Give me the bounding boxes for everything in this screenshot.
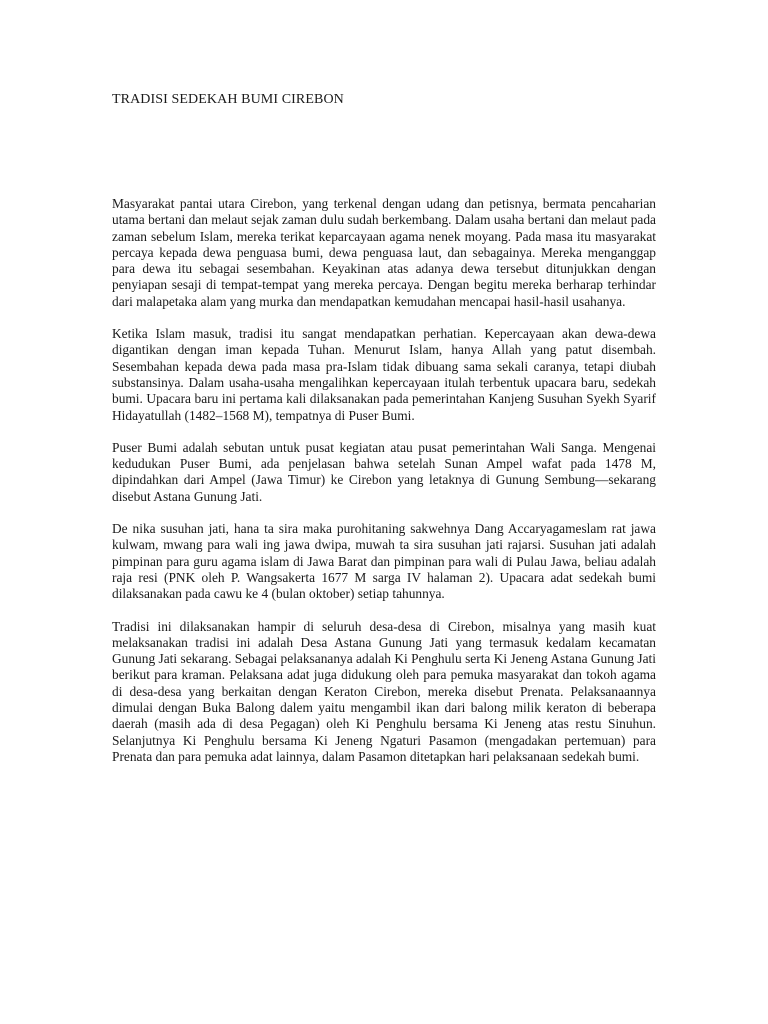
document-title: TRADISI SEDEKAH BUMI CIREBON — [112, 92, 344, 107]
paragraph-5: Tradisi ini dilaksanakan hampir di seluruh desa-desa di Cirebon, misalnya yang masih kuat melaksanakan tradisi ini adalah Desa Astana Gunung Jati yang termasuk kedalam kecamatan Gunung Jati sekarang. Sebagai pelaksananya adalah Ki Penghulu serta Ki Jeneng Astana Gunung Jati berikut para kraman. Pelaksana adat juga didukung oleh para pemuka masyarakat dan tokoh agama di desa-desa yang berkaitan dengan Keraton Cirebon, mereka disebut Prenata. Pelaksanaannya dimulai dengan Buka Balong dalem yaitu mengambil ikan dari balong milik keraton di beberapa daerah (masih ada di desa Pegagan) oleh Ki Penghulu bersama Ki Jeneng atas restu Sinuhun. Selanjutnya Ki Penghulu bersama Ki Jeneng Ngaturi Pasamon (mengadakan pertemuan) para Prenata dan para pemuka adat lainnya, dalam Pasamon ditetapkan hari pelaksanaan sedekah bumi. — [112, 618, 656, 764]
document-body — [112, 196, 656, 781]
paragraph-2: Ketika Islam masuk, tradisi itu sangat mendapatkan perhatian. Kepercayaan akan dewa-dewa digantikan dengan iman kepada Tuhan. Menurut Islam, hanya Allah yang patut disembah. Sesembahan kepada dewa pada masa pra-Islam tidak dibuang sama sekali caranya, tetapi diubah substansinya. Dalam usaha-usaha mengalihkan kepercayaan itulah terbentuk upacara baru, sedekah bumi. Upacara baru ini pertama kali dilaksanakan pada pemerintahan Kanjeng Susuhan Syekh Syarif Hidayatullah (1482–1568 M), tempatnya di Puser Bumi. — [112, 326, 656, 423]
paragraph-4: De nika susuhan jati, hana ta sira maka purohitaning sakwehnya Dang Accaryagameslam rat jawa kulwam, mwang para wali ing jawa dwipa, muwah ta sira susuhan jati rajarsi. Susuhan jati adalah pimpinan para guru agama islam di Jawa Barat dan pimpinan para wali di Pulau Jawa, beliau adalah raja resi (PNK oleh P. Wangsakerta 1677 M sarga IV halaman 2). Upacara adat sedekah bumi dilaksanakan pada cawu ke 4 (bulan oktober) setiap tahunnya. — [112, 521, 656, 602]
paragraph-3: Puser Bumi adalah sebutan untuk pusat kegiatan atau pusat pemerintahan Wali Sanga. Mengenai kedudukan Puser Bumi, ada penjelasan bahwa setelah Sunan Ampel wafat pada 1478 M, dipindahkan dari Ampel (Jawa Timur) ke Cirebon yang letaknya di Gunung Sembung—sekarang disebut Astana Gunung Jati. — [112, 439, 656, 504]
paragraph-1: Masyarakat pantai utara Cirebon, yang terkenal dengan udang dan petisnya, bermata pencaharian utama bertani dan melaut sejak zaman dulu sudah berkembang. Dalam usaha bertani dan melaut pada zaman sebelum Islam, mereka terikat keparcayaan agama nenek moyang. Pada masa itu masyarakat percaya kepada dewa penguasa bumi, dewa penguasa laut, dan sebagainya. Mereka menganggap para dewa itu sebagai sesembahan. Keyakinan atas adanya dewa tersebut ditunjukkan dengan penyiapan sesaji di tempat-tempat yang mereka percaya. Dengan begitu mereka berharap terhindar dari malapetaka alam yang murka dan mendapatkan kemudahan mencapai hasil-hasil usahanya. — [112, 196, 656, 309]
